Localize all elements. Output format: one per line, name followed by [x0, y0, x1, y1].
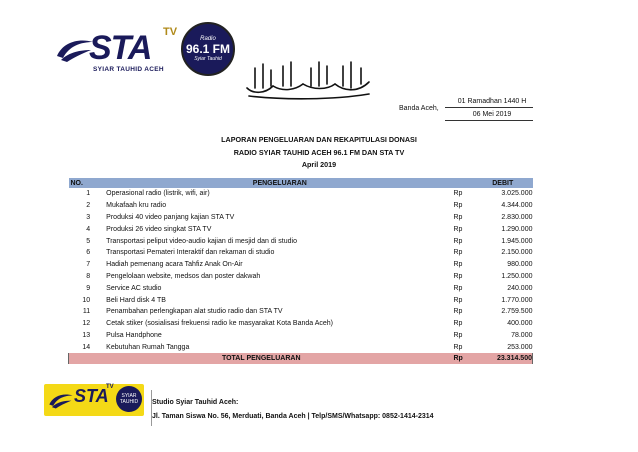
footer-separator [151, 390, 152, 426]
row-no: 1 [86, 190, 91, 198]
row-no: 7 [86, 261, 91, 269]
row-amount: 3.025.000 [501, 190, 533, 198]
row-rp: Rp [453, 320, 463, 328]
footer-badge: SYIAR TAUHID [116, 386, 142, 412]
table-row [69, 200, 533, 212]
row-item: Beli Hard disk 4 TB [106, 296, 166, 304]
row-no: 13 [82, 331, 91, 339]
date-gregorian: 06 Mei 2019 [472, 111, 512, 118]
row-rp: Rp [453, 190, 463, 198]
row-item: Penambahan perlengkapan alat studio radio dan STA TV [106, 308, 283, 316]
row-item: Hadiah pemenang acara Tahfiz Anak On-Air [106, 261, 243, 269]
row-item: Produksi 26 video singkat STA TV [106, 225, 212, 233]
row-rp: Rp [453, 272, 463, 280]
row-amount: 2.830.000 [501, 213, 533, 221]
date-hijri: 01 Ramadhan 1440 H [457, 98, 527, 105]
sta-logo [55, 28, 235, 83]
row-rp: Rp [453, 249, 463, 257]
row-item: Mukafaah kru radio [106, 202, 167, 210]
footer-swoosh-icon [48, 390, 74, 410]
row-amount: 1.945.000 [501, 237, 533, 245]
row-rp: Rp [453, 202, 463, 210]
report-title-line2: RADIO SYIAR TAUHID ACEH 96.1 FM DAN STA TV [233, 148, 405, 157]
radio-badge [181, 22, 235, 76]
table-row [69, 212, 533, 224]
row-rp: Rp [453, 308, 463, 316]
row-no: 2 [86, 202, 91, 210]
row-item: Pengelolaan website, medsos dan poster dakwah [106, 272, 261, 280]
row-no: 12 [82, 320, 91, 328]
row-amount: 1.250.000 [501, 272, 533, 280]
row-no: 4 [86, 225, 91, 233]
header-no: NO. [69, 178, 95, 188]
header-amount: DEBIT [473, 178, 533, 188]
table-row [69, 282, 533, 294]
row-amount: 253.000 [507, 343, 533, 351]
date-underline [445, 120, 533, 121]
row-no: 9 [86, 284, 91, 292]
row-item: Transportasi peliput video-audio kajian di mesjid dan di studio [106, 237, 297, 245]
date-city: Banda Aceh, [399, 105, 439, 112]
table-header-row [69, 178, 533, 188]
row-no: 6 [86, 249, 91, 257]
row-rp: Rp [453, 284, 463, 292]
table-row [69, 188, 533, 200]
row-no: 8 [86, 272, 91, 280]
total-label: TOTAL PENGELUARAN [69, 353, 454, 364]
table-row [69, 223, 533, 235]
row-rp: Rp [453, 213, 463, 221]
row-amount: 240.000 [507, 284, 533, 292]
row-amount: 4.344.000 [501, 202, 533, 210]
date-divider [445, 107, 533, 108]
row-amount: 980.000 [507, 261, 533, 269]
row-amount: 78.000 [511, 331, 533, 339]
row-rp: Rp [453, 261, 463, 269]
table-row [69, 247, 533, 259]
report-title-line3: April 2019 [301, 160, 337, 169]
row-rp: Rp [453, 331, 463, 339]
row-no: 10 [82, 296, 91, 304]
row-no: 11 [82, 308, 91, 316]
row-item: Pulsa Handphone [106, 331, 162, 339]
footer-logo-text: STA [74, 386, 109, 406]
row-item: Transportasi Pemateri Interaktif dan rekaman di studio [106, 249, 275, 257]
row-item: Cetak stiker (sosialisasi frekuensi radio ke masyarakat Kota Banda Aceh) [106, 320, 333, 328]
row-item: Kebutuhan Rumah Tangga [106, 343, 190, 351]
report-title-line1: LAPORAN PENGELUARAN DAN REKAPITULASI DONASI [221, 135, 417, 144]
radio-badge-line2: 96.1 FM [185, 42, 230, 56]
row-rp: Rp [453, 225, 463, 233]
table-row [69, 330, 533, 342]
table-row [69, 235, 533, 247]
row-amount: 1.290.000 [501, 225, 533, 233]
row-amount: 400.000 [507, 320, 533, 328]
logo-tv: TV [163, 26, 178, 38]
row-item: Service AC studio [106, 284, 162, 292]
table-total-row [69, 353, 533, 364]
row-no: 14 [82, 343, 91, 351]
row-no: 3 [86, 213, 91, 221]
expense-table [68, 178, 533, 364]
total-amount: 23.314.500 [473, 353, 533, 364]
radio-badge-line3: Syiar Tauhid [194, 56, 222, 62]
table-row [69, 271, 533, 283]
logo-text: STA [89, 29, 152, 67]
table-row [69, 306, 533, 318]
total-rp: Rp [453, 353, 473, 364]
row-item: Produksi 40 video panjang kajian STA TV [106, 213, 235, 221]
bismillah-calligraphy-icon [243, 58, 373, 100]
row-rp: Rp [453, 237, 463, 245]
radio-badge-line1: Radio [200, 36, 216, 42]
logo-subtitle: SYIAR TAUHID ACEH [93, 66, 164, 73]
header-rp-spacer [453, 178, 473, 188]
table-row [69, 259, 533, 271]
footer-logo-tv: TV [106, 384, 114, 390]
table-row [69, 294, 533, 306]
row-amount: 1.770.000 [501, 296, 533, 304]
row-item: Operasional radio (listrik, wifi, air) [106, 190, 210, 198]
footer-address: Jl. Taman Siswa No. 56, Merduati, Banda Aceh | Telp/SMS/Whatsapp: 0852-1414-2314 [152, 413, 434, 420]
header-item: PENGELUARAN [94, 178, 453, 188]
footer-logo [44, 384, 144, 416]
table-row [69, 318, 533, 330]
row-amount: 2.759.500 [501, 308, 533, 316]
table-row [69, 341, 533, 353]
row-rp: Rp [453, 343, 463, 351]
row-amount: 2.150.000 [501, 249, 533, 257]
footer-studio-label: Studio Syiar Tauhid Aceh: [152, 399, 239, 406]
row-no: 5 [86, 237, 91, 245]
row-rp: Rp [453, 296, 463, 304]
